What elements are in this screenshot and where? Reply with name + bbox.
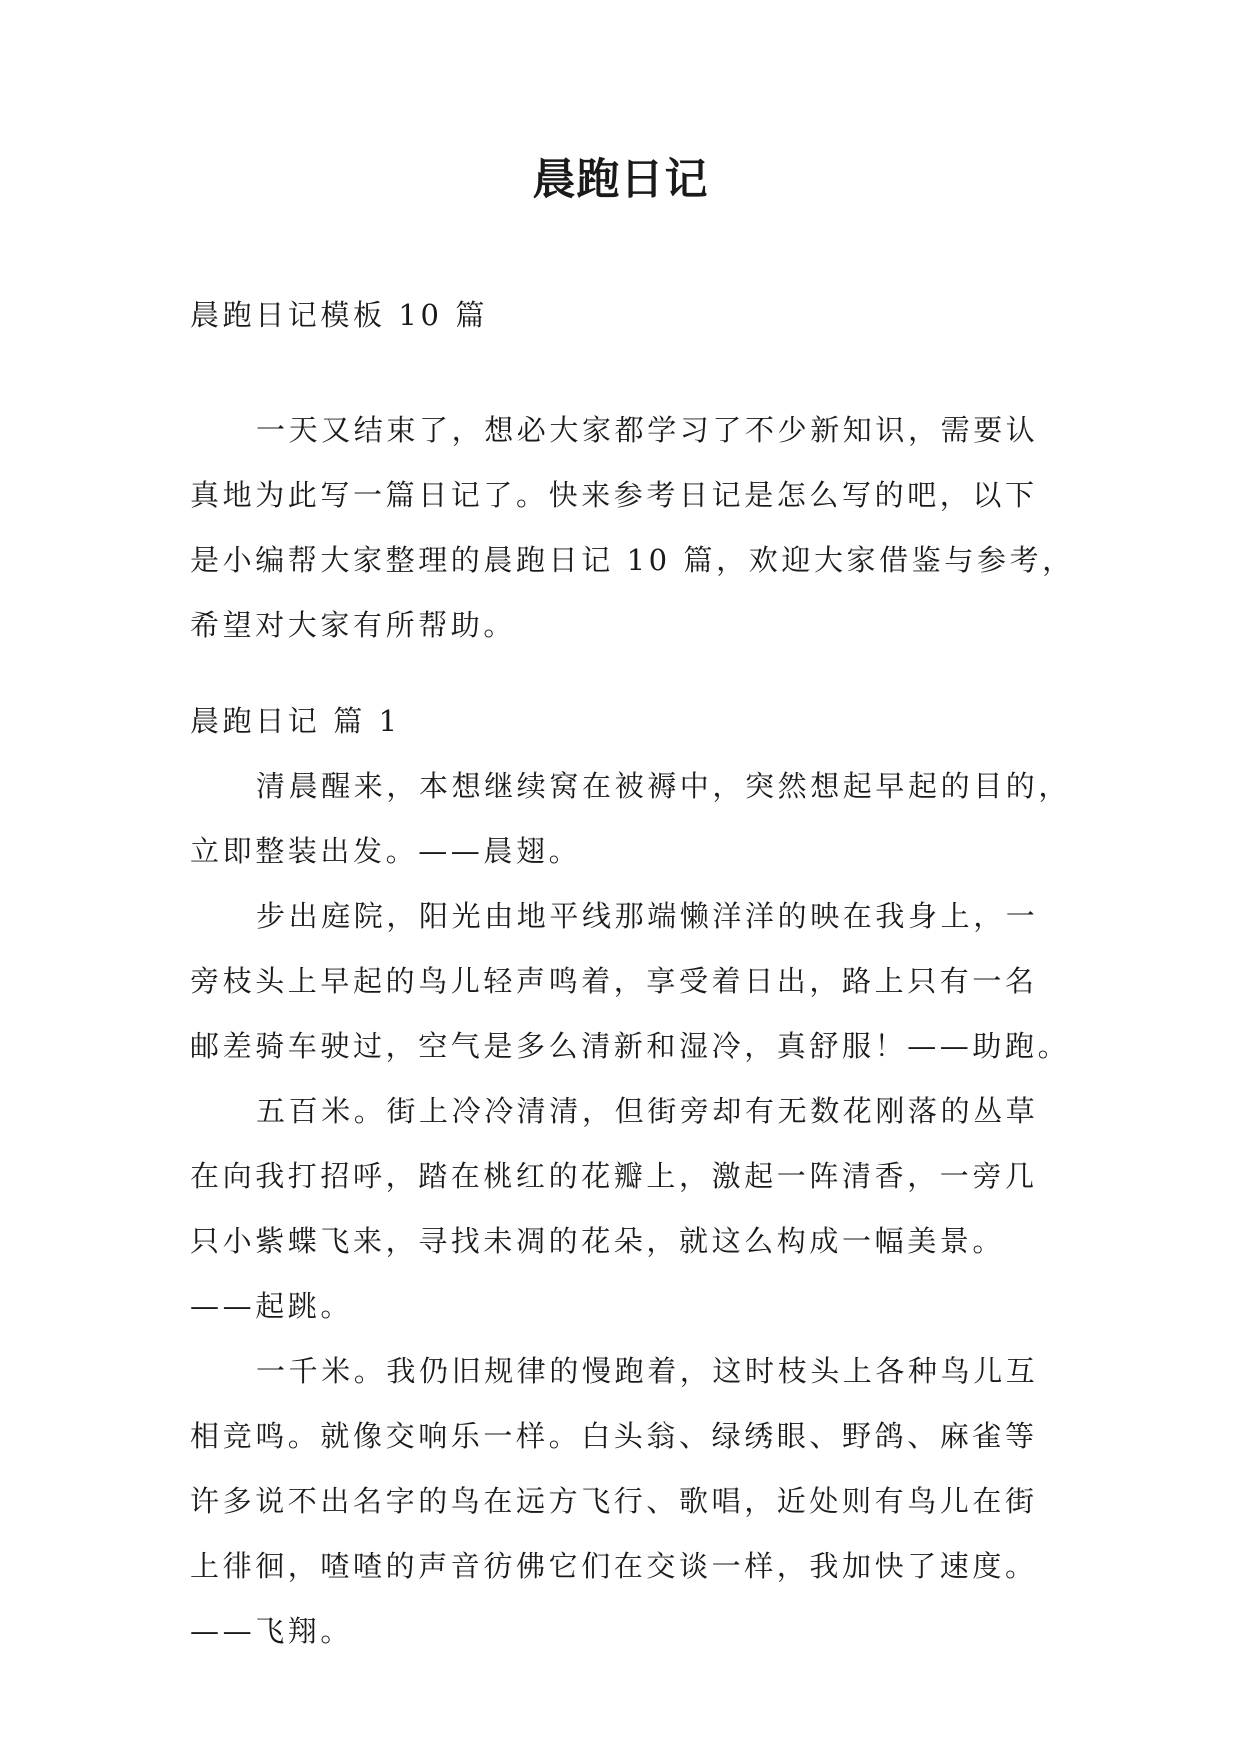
section-body [190, 754, 1070, 1664]
intro-line: 一天又结束了，想必大家都学习了不少新知识，需要认 [256, 413, 1039, 447]
paragraph-line: 在向我打招呼，踏在桃红的花瓣上，激起一阵清香，一旁几 [190, 1159, 1038, 1193]
paragraph-line: 步出庭院，阳光由地平线那端懒洋洋的映在我身上，一 [256, 899, 1039, 933]
paragraph-line: ——飞翔。 [190, 1614, 354, 1648]
intro-paragraph [190, 398, 1075, 658]
document-title: 晨跑日记 [532, 155, 709, 205]
paragraph-line: 只小紫蝶飞来，寻找未凋的花朵，就这么构成一幅美景。 [190, 1224, 1006, 1258]
paragraph-line: 一千米。我仍旧规律的慢跑着，这时枝头上各种鸟儿互 [256, 1354, 1039, 1388]
intro-line: 希望对大家有所帮助。 [190, 608, 517, 642]
paragraph-line: ——起跳。 [190, 1289, 354, 1323]
paragraph-line: 邮差骑车驶过，空气是多么清新和湿冷，真舒服！——助跑。 [190, 1029, 1071, 1063]
paragraph-line: 许多说不出名字的鸟在远方飞行、歌唱，近处则有鸟儿在街 [190, 1484, 1038, 1518]
document-subtitle: 晨跑日记模板 10 篇 [190, 298, 488, 332]
intro-line: 真地为此写一篇日记了。快来参考日记是怎么写的吧，以下 [190, 478, 1038, 512]
paragraph-line: 上徘徊，喳喳的声音彷佛它们在交谈一样，我加快了速度。 [190, 1549, 1038, 1583]
paragraph-line: 立即整装出发。——晨翅。 [190, 834, 582, 868]
paragraph-line: 相竞鸣。就像交响乐一样。白头翁、绿绣眼、野鸽、麻雀等 [190, 1419, 1038, 1453]
paragraph-line: 五百米。街上冷冷清清，但街旁却有无数花刚落的丛草 [256, 1094, 1039, 1128]
paragraph-line: 旁枝头上早起的鸟儿轻声鸣着，享受着日出，路上只有一名 [190, 964, 1038, 998]
intro-line: 是小编帮大家整理的晨跑日记 10 篇，欢迎大家借鉴与参考， [190, 543, 1075, 577]
paragraph-line: 清晨醒来，本想继续窝在被褥中，突然想起早起的目的， [256, 769, 1072, 803]
section-heading: 晨跑日记 篇 1 [190, 704, 401, 738]
